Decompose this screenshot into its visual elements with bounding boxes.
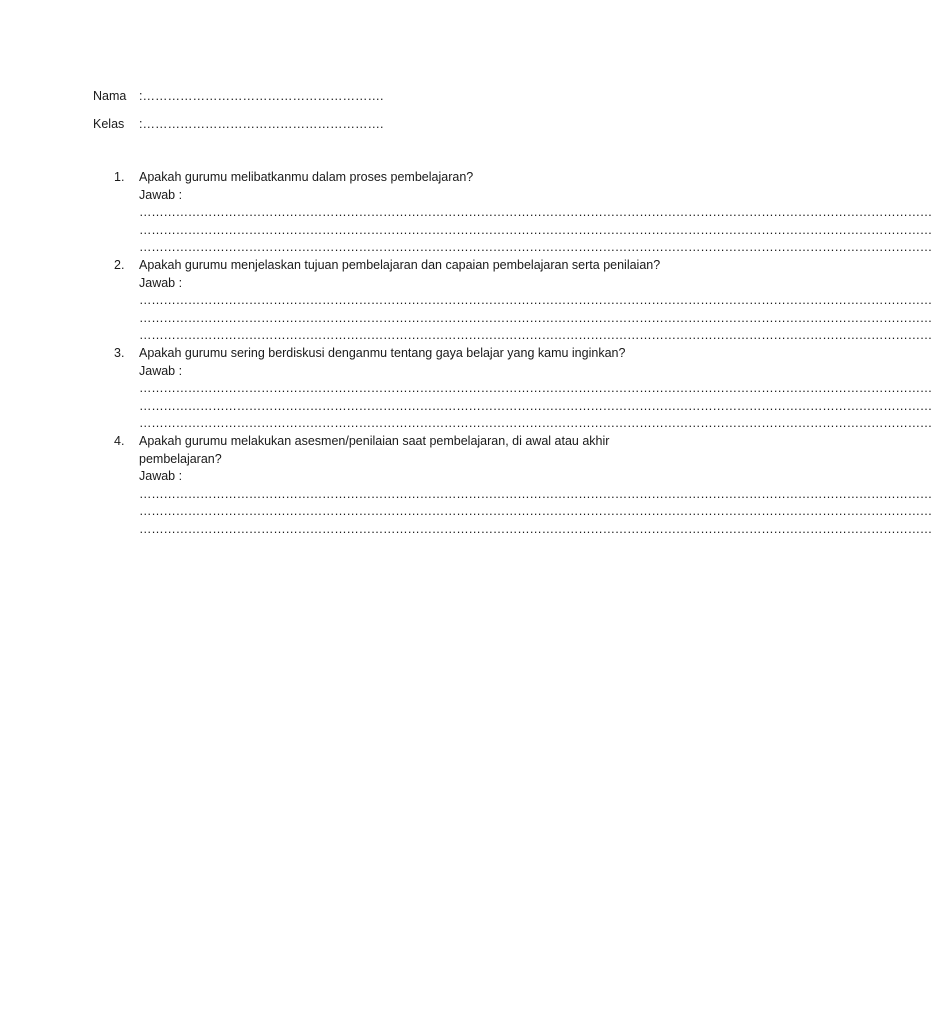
question-number: 3.: [114, 345, 125, 360]
name-fill-line: :………………………………………………….: [139, 89, 384, 103]
class-row: [93, 115, 383, 133]
question-item: [114, 345, 932, 433]
question-body: [139, 433, 932, 539]
answer-line: ……………………………………………………………………………………………………………………………………………………………………………: [139, 381, 932, 396]
answer-line: ……………………………………………………………………………………………………………………………………………………………………………: [139, 293, 932, 308]
question-number: 4.: [114, 433, 125, 448]
question-item: [114, 169, 932, 257]
name-label: Nama: [93, 89, 127, 103]
answer-line: ……………………………………………………………………………………………………………………………………………………………………………: [139, 398, 932, 413]
question-text: Apakah gurumu menjelaskan tujuan pembelajaran dan capaian pembelajaran serta penilaian?: [139, 257, 661, 272]
answer-line: ……………………………………………………………………………………………………………………………………………………………………………: [139, 310, 932, 325]
question-number: 2.: [114, 257, 125, 272]
answer-line: ……………………………………………………………………………………………………………………………………………………………………………: [139, 240, 932, 255]
question-body: [139, 169, 932, 257]
question-item: [114, 433, 932, 539]
class-label: Kelas: [93, 117, 125, 131]
question-text: Apakah gurumu sering berdiskusi denganmu tentang gaya belajar yang kamu inginkan?: [139, 345, 626, 360]
answer-label: Jawab :: [139, 469, 183, 484]
answer-line: ……………………………………………………………………………………………………………………………………………………………………………: [139, 504, 932, 519]
question-text: Apakah gurumu melakukan asesmen/penilaian saat pembelajaran, di awal atau akhir pembelajaran?: [139, 433, 610, 466]
answer-line: ……………………………………………………………………………………………………………………………………………………………………………: [139, 521, 932, 536]
answer-label: Jawab :: [139, 187, 183, 202]
answer-line: ……………………………………………………………………………………………………………………………………………………………………………: [139, 328, 932, 343]
question-item: [114, 257, 932, 345]
answer-line: ……………………………………………………………………………………………………………………………………………………………………………: [139, 486, 932, 501]
class-fill-line: :………………………………………………….: [139, 117, 384, 131]
name-row: [93, 87, 383, 105]
answer-label: Jawab :: [139, 275, 183, 290]
question-list: [114, 169, 932, 538]
question-text: Apakah gurumu melibatkanmu dalam proses pembelajaran?: [139, 170, 474, 184]
answer-label: Jawab :: [139, 363, 183, 378]
answer-line: ……………………………………………………………………………………………………………………………………………………………………………: [139, 416, 932, 431]
question-body: [139, 345, 932, 433]
answer-line: ……………………………………………………………………………………………………………………………………………………………………………: [139, 205, 932, 220]
student-identity-block: [93, 87, 383, 143]
question-number: 1.: [114, 170, 125, 184]
answer-line: ……………………………………………………………………………………………………………………………………………………………………………: [139, 222, 932, 237]
question-body: [139, 257, 932, 345]
